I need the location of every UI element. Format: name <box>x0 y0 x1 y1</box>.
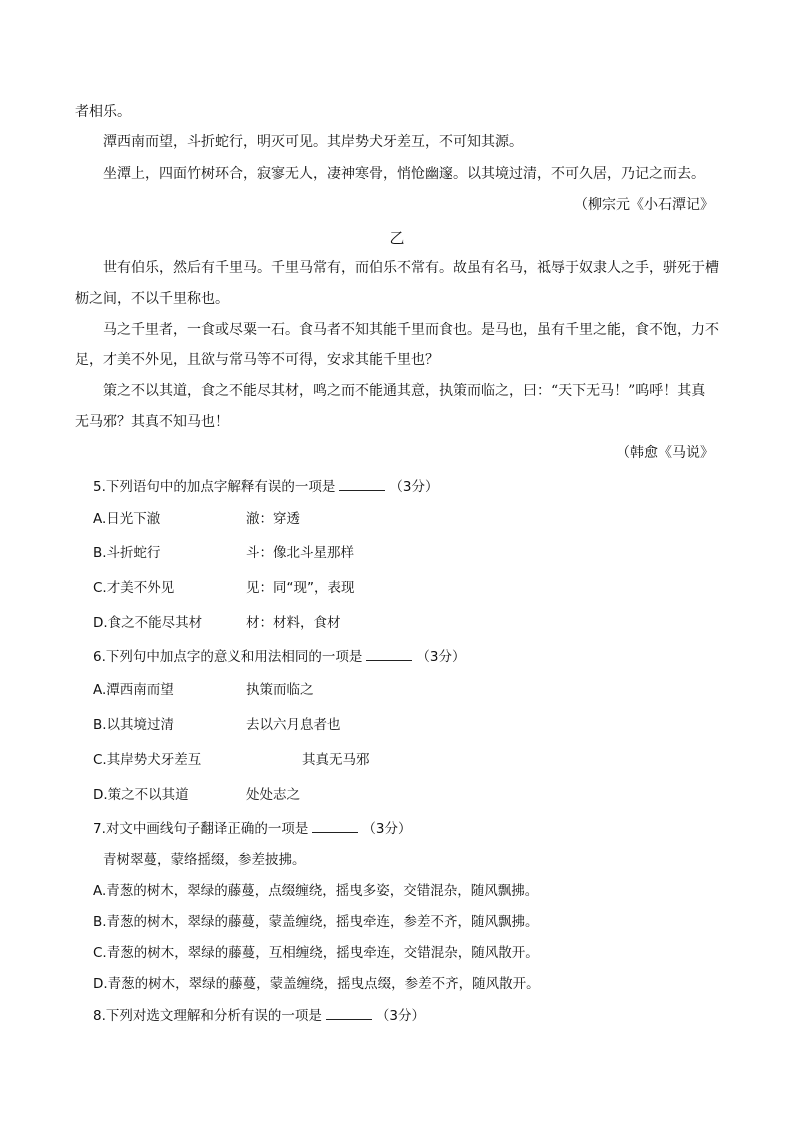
question-7-score: （3分） <box>362 821 412 837</box>
yi-paragraph-3b: 无马邪？其真不知马也！ <box>75 414 229 430</box>
q6-option-c: C.其岸势犬牙差互 <box>93 752 202 768</box>
q5-option-a-gloss: 澈：穿透 <box>246 511 300 527</box>
jia-paragraph-2: 坐潭上，四面竹树环合，寂寥无人，凄神寒骨，悄怆幽邃。以其境过清，不可久居，乃记之而去。 <box>103 166 705 182</box>
question-8-text: 8.下列对选文理解和分析有误的一项是 <box>93 1008 322 1024</box>
q6-option-b: B.以其境过清 <box>93 717 175 733</box>
question-6-stem <box>93 647 465 667</box>
q5-option-c-gloss: 见：同“现”，表现 <box>246 580 355 596</box>
q5-option-d: D.食之不能尽其材 <box>93 615 203 631</box>
q5-option-c: C.才美不外见 <box>93 580 175 596</box>
q6-option-a-pair: 执策而临之 <box>246 682 314 698</box>
q7-sentence: 青树翠蔓，蒙络摇缀，参差披拂。 <box>103 852 306 868</box>
question-5-score: （3分） <box>389 479 439 495</box>
q6-option-d-pair: 处处志之 <box>246 787 300 803</box>
yi-title: 乙 <box>389 229 405 247</box>
yi-source: （韩愈《马说》 <box>616 445 714 461</box>
yi-paragraph-2b: 足，才美不外见，且欲与常马等不可得，安求其能千里也？ <box>75 352 439 368</box>
q5-option-a: A.日光下澈 <box>93 511 161 527</box>
q7-option-b: B.青葱的树木，翠绿的藤蔓，蒙盖缠绕，摇曳牵连，参差不齐，随风飘拂。 <box>93 914 539 930</box>
jia-source: （柳宗元《小石潭记》 <box>574 197 714 213</box>
q7-option-a: A.青葱的树木，翠绿的藤蔓，点缀缠绕，摇曳多姿，交错混杂，随风飘拂。 <box>93 883 539 899</box>
question-5-stem <box>93 477 438 497</box>
answer-blank-7[interactable] <box>312 820 358 833</box>
yi-paragraph-1b: 枥之间，不以千里称也。 <box>75 291 229 307</box>
yi-paragraph-1a: 世有伯乐，然后有千里马。千里马常有，而伯乐不常有。故虽有名马，祗辱于奴隶人之手，骈死于槽 <box>103 260 719 276</box>
q5-option-b: B.斗折蛇行 <box>93 545 161 561</box>
q6-option-b-pair: 去以六月息者也 <box>246 717 341 733</box>
answer-blank-5[interactable] <box>339 478 385 491</box>
q7-option-c: C.青葱的树木，翠绿的藤蔓，互相缠绕，摇曳牵连，交错混杂，随风散开。 <box>93 945 539 961</box>
question-8-stem <box>93 1006 425 1026</box>
q5-option-d-gloss: 材：材料，食材 <box>246 615 341 631</box>
yi-paragraph-3a: 策之不以其道，食之不能尽其材，鸣之而不能通其意，执策而临之，曰：“天下无马！”呜呼！其真 <box>103 383 706 399</box>
q5-option-b-gloss: 斗：像北斗星那样 <box>246 545 354 561</box>
q7-option-d: D.青葱的树木，翠绿的藤蔓，蒙盖缠绕，摇曳点缀，参差不齐，随风散开。 <box>93 976 540 992</box>
question-6-text: 6.下列句中加点字的意义和用法相同的一项是 <box>93 649 363 665</box>
question-6-score: （3分） <box>416 649 466 665</box>
question-8-score: （3分） <box>375 1008 425 1024</box>
question-7-stem <box>93 819 411 839</box>
question-5-text: 5.下列语句中的加点字解释有误的一项是 <box>93 479 336 495</box>
answer-blank-6[interactable] <box>366 648 412 661</box>
question-7-text: 7.对文中画线句子翻译正确的一项是 <box>93 821 309 837</box>
yi-paragraph-2a: 马之千里者，一食或尽粟一石。食马者不知其能千里而食也。是马也，虽有千里之能，食不饱，力不 <box>103 322 719 338</box>
answer-blank-8[interactable] <box>326 1007 372 1020</box>
q6-option-a: A.潭西南而望 <box>93 682 174 698</box>
jia-paragraph-0: 者相乐。 <box>75 104 131 120</box>
jia-paragraph-1: 潭西南而望，斗折蛇行，明灭可见。其岸势犬牙差互，不可知其源。 <box>103 134 523 150</box>
q6-option-d: D.策之不以其道 <box>93 787 189 803</box>
q6-option-c-pair: 其真无马邪 <box>302 752 370 768</box>
